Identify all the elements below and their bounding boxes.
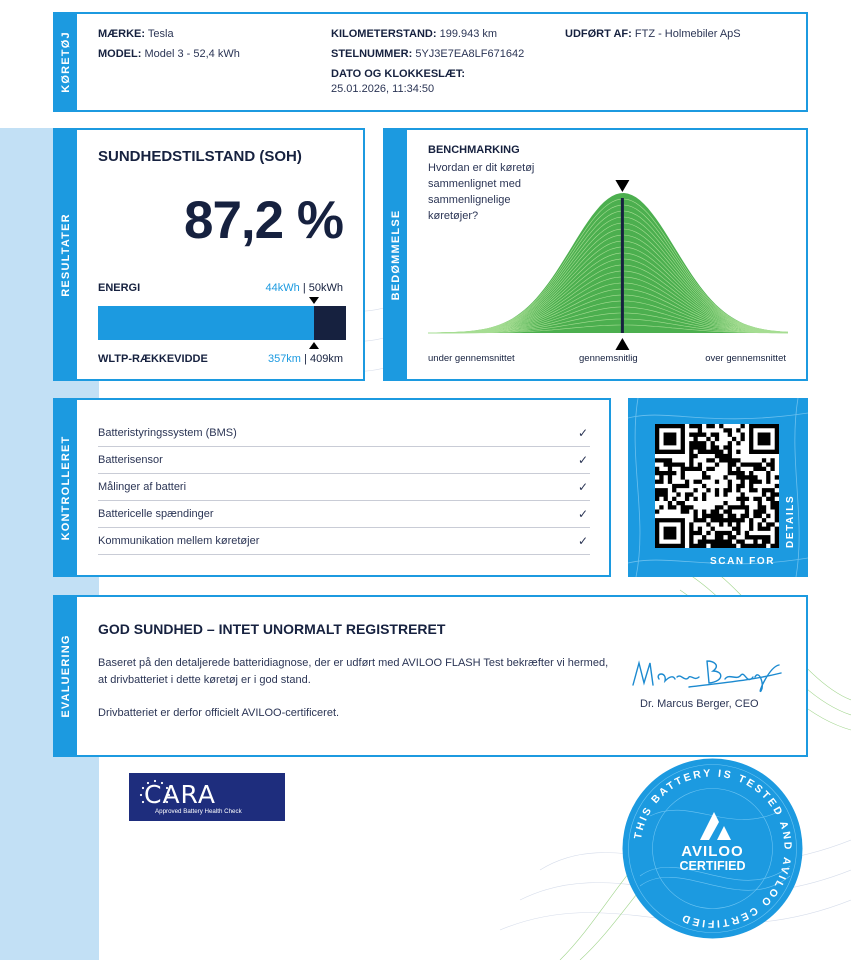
check-item-label: Målinger af batteri xyxy=(98,481,187,493)
check-item xyxy=(98,420,590,447)
benchmark-question: Hvordan er dit køretøj sammenlignet med sammenlignelige køretøjer? xyxy=(428,162,535,222)
check-icon: ✓ xyxy=(577,507,588,521)
aviloo-certified-seal xyxy=(620,756,805,941)
model-value: Model 3 - 52,4 kWh xyxy=(144,48,240,60)
model-label: MODEL: xyxy=(98,48,142,60)
check-item-label: Batteristyringssystem (BMS) xyxy=(98,427,237,439)
soh-title: SUNDHEDSTILSTAND (SOH) xyxy=(98,148,302,165)
soh-value: 87,2 % xyxy=(183,191,343,250)
make-value: Tesla xyxy=(147,28,174,40)
qr-code-panel[interactable] xyxy=(628,398,808,577)
energy-current: 44kWh xyxy=(265,282,300,294)
vin-label: STELNUMMER: xyxy=(331,48,413,60)
soh-marker-bottom xyxy=(309,342,319,349)
model-field xyxy=(98,48,240,60)
check-item xyxy=(98,474,590,501)
benchmark-marker-average xyxy=(615,338,629,350)
controlled-tab-label: KONTROLLERET xyxy=(60,435,72,540)
check-item-label: Batterisensor xyxy=(98,454,163,466)
evaluation-certified-note: Drivbatteriet er derfor officielt AVILOO-certificeret. xyxy=(98,707,340,719)
signer-name: Dr. Marcus Berger, CEO xyxy=(640,698,759,710)
cara-logo xyxy=(129,773,285,821)
performed-by-field xyxy=(565,28,741,40)
benchmark-marker-top xyxy=(615,180,629,192)
controlled-card xyxy=(53,398,611,577)
check-icon: ✓ xyxy=(577,453,588,467)
cara-name: CARA xyxy=(144,780,217,809)
seal-ring-text: THIS BATTERY IS TESTED AND AVILOO CERTIFIED xyxy=(632,767,794,930)
ceo-signature xyxy=(629,655,789,695)
datetime-field xyxy=(331,68,465,95)
soh-bar xyxy=(98,306,346,340)
vehicle-tab xyxy=(55,14,77,110)
qr-code-icon xyxy=(655,424,779,548)
label-average: gennemsnitlig xyxy=(579,353,638,364)
range-current: 357km xyxy=(267,353,301,365)
range-values xyxy=(268,353,343,365)
check-item-label: Battericelle spændinger xyxy=(98,508,214,520)
odometer-field xyxy=(331,28,497,40)
soh-marker-top xyxy=(309,297,319,304)
check-item xyxy=(98,447,590,474)
check-item xyxy=(98,528,590,555)
evaluation-title: GOD SUNDHED – INTET UNORMALT REGISTRERET xyxy=(98,621,446,637)
scan-for-label: SCAN FOR xyxy=(710,556,776,567)
label-above-average: over gennemsnittet xyxy=(705,353,786,364)
label-below-average: under gennemsnittet xyxy=(428,353,515,364)
benchmark-title: BENCHMARKING xyxy=(428,144,520,156)
qr-modules xyxy=(655,424,779,548)
evaluation-paragraph: Baseret på den detaljerede batteridiagnose, der er udført med AVILOO FLASH Test bekræfter vi hermed, at drivbatteriet i dette køretøj er i god stand. xyxy=(98,657,609,686)
cara-subtitle: Approved Battery Health Check xyxy=(155,808,242,815)
seal-brand: AVILOO xyxy=(681,843,744,860)
vehicle-tab-label: KØRETØJ xyxy=(60,31,72,93)
rating-tab-label: BEDØMMELSE xyxy=(390,209,402,300)
evaluation-tab xyxy=(55,597,77,755)
make-label: MÆRKE: xyxy=(98,28,146,40)
make-field xyxy=(98,28,174,40)
datetime-label: DATO OG KLOKKESLÆT: xyxy=(331,68,466,80)
results-tab-label: RESULTATER xyxy=(60,212,72,297)
check-item-label: Kommunikation mellem køretøjer xyxy=(98,535,260,547)
vin-field xyxy=(331,48,524,60)
energy-label: ENERGI xyxy=(98,282,141,294)
performed-by-label: UDFØRT AF: xyxy=(565,28,632,40)
check-icon: ✓ xyxy=(577,480,588,494)
check-item xyxy=(98,501,590,528)
evaluation-card xyxy=(53,595,808,757)
check-icon: ✓ xyxy=(577,426,588,440)
energy-nominal: 50kWh xyxy=(308,282,343,294)
controlled-tab xyxy=(55,400,77,575)
seal-certified: CERTIFIED xyxy=(679,859,746,873)
check-icon: ✓ xyxy=(577,534,588,548)
evaluation-tab-label: EVALUERING xyxy=(60,634,72,718)
qr-code[interactable] xyxy=(655,424,779,548)
range-separator: | xyxy=(300,353,310,365)
results-card xyxy=(53,128,365,381)
odometer-label: KILOMETERSTAND: xyxy=(331,28,437,40)
rating-tab xyxy=(385,130,407,379)
datetime-value: 25.01.2026, 11:34:50 xyxy=(331,83,435,95)
performed-by-value: FTZ - Holmebiler ApS xyxy=(634,28,741,40)
vehicle-card xyxy=(53,12,808,112)
range-label: WLTP-RÆKKEVIDDE xyxy=(98,353,208,365)
vin-value: 5YJ3E7EA8LF671642 xyxy=(415,48,525,60)
energy-values xyxy=(266,282,343,294)
results-tab xyxy=(55,130,77,379)
range-nominal: 409km xyxy=(309,353,343,365)
odometer-value: 199.943 km xyxy=(439,28,498,40)
details-label: DETAILS xyxy=(785,494,796,548)
energy-separator: | xyxy=(299,282,309,294)
soh-bar-remainder xyxy=(314,306,346,340)
rating-card xyxy=(383,128,808,381)
